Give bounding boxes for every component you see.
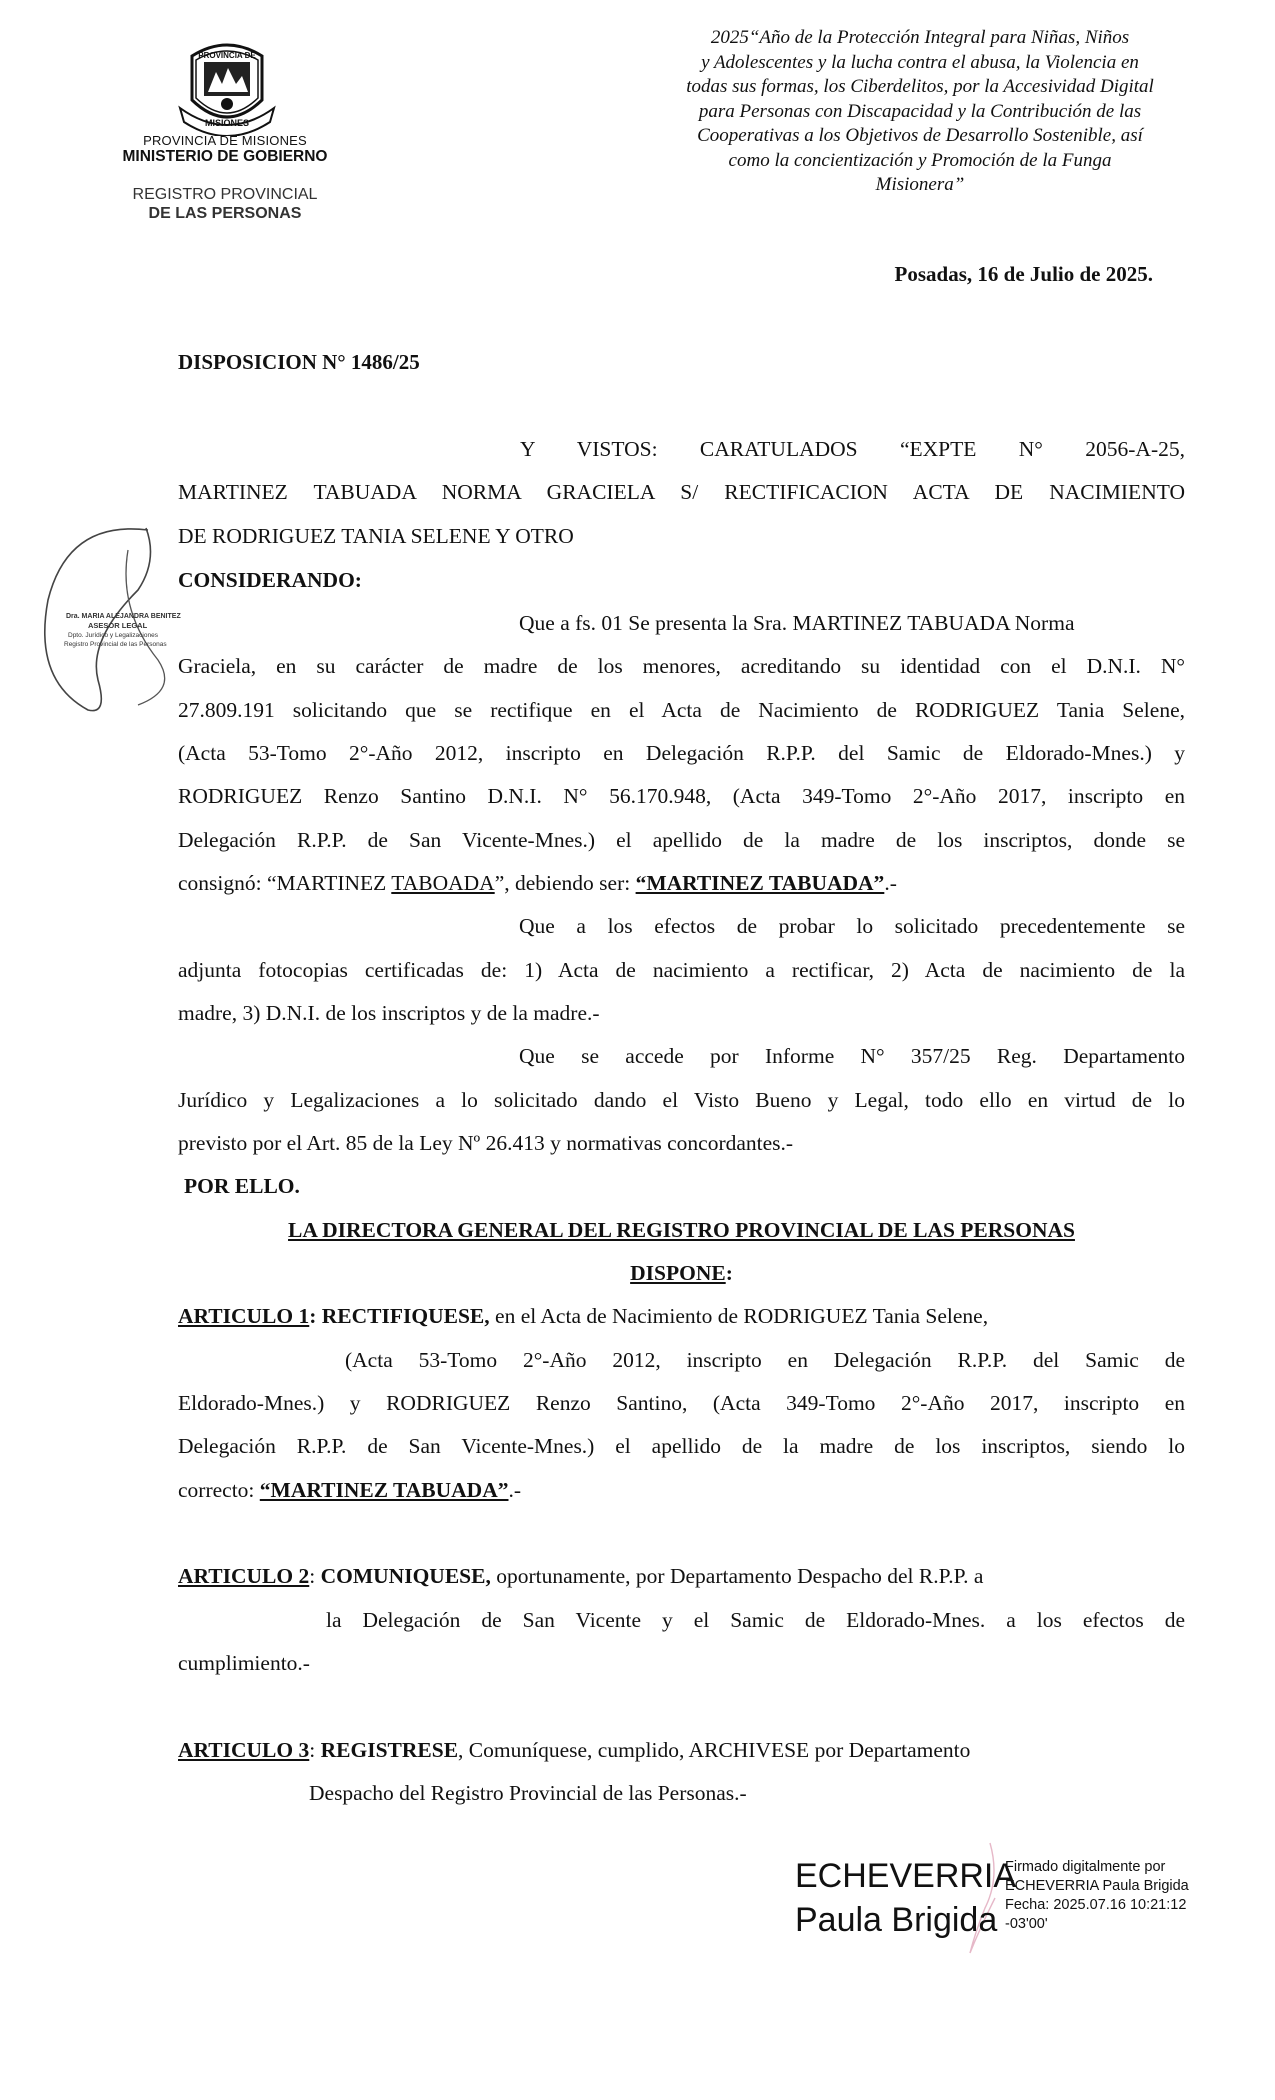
crest-text-bottom: MISIONES	[204, 118, 250, 128]
signature-info-line: Fecha: 2025.07.16 10:21:12	[1005, 1897, 1187, 1913]
signature-info-line: Firmado digitalmente por	[1005, 1859, 1166, 1875]
year-motto	[640, 26, 1200, 198]
articulo1-verb: : RECTIFIQUESE,	[309, 1304, 490, 1328]
crest-text-top: PROVINCIA DE	[198, 51, 256, 60]
considerando-p3-line: previsto por el Art. 85 de la Ley Nº 26.413 y normativas concordantes.-	[178, 1131, 794, 1155]
articulo3-text: , Comuníquese, cumplido, ARCHIVESE por Departamento	[458, 1738, 971, 1762]
registry-label-line2: DE LAS PERSONAS	[148, 205, 302, 222]
articulo1-line: Delegación R.P.P. de San Vicente-Mnes.) el apellido de la madre de los inscriptos, siendo lo	[178, 1434, 1185, 1458]
articulo3-colon: :	[309, 1738, 321, 1762]
considerando-p3-line: Que se accede por Informe N° 357/25 Reg. Departamento	[519, 1044, 1185, 1068]
signature-details	[1005, 1858, 1189, 1934]
articulo2-label: ARTICULO 2	[178, 1564, 310, 1588]
considerando-p1-line: (Acta 53-Tomo 2°-Año 2012, inscripto en Delegación R.P.P. del Samic de Eldorado-Mnes.) y	[178, 741, 1185, 765]
articulo1-line: (Acta 53-Tomo 2°-Año 2012, inscripto en Delegación R.P.P. del Samic de	[345, 1348, 1185, 1372]
registry-label-line1: REGISTRO PROVINCIAL	[132, 186, 318, 203]
signature-info-line: -03'00'	[1005, 1916, 1048, 1932]
articulo3-line1	[178, 1736, 970, 1764]
considerando-p1-line: Graciela, en su carácter de madre de los menores, acreditando su identidad con el D.N.I. N°	[178, 654, 1185, 678]
articulo3-label: ARTICULO 3	[178, 1738, 310, 1762]
articulo2-line3: cumplimiento.-	[178, 1651, 310, 1675]
articulo2-colon: :	[309, 1564, 321, 1588]
vistos-line1: Y VISTOS: CARATULADOS “EXPTE N° 2056-A-25,	[520, 437, 1185, 461]
articulo1-last-line	[178, 1476, 521, 1504]
dispone-word: DISPONE	[630, 1261, 726, 1285]
articulo2-line2: la Delegación de San Vicente y el Samic de Eldorado-Mnes. a los efectos de	[326, 1608, 1185, 1632]
por-ello: POR ELLO.	[184, 1174, 300, 1198]
text: .-	[884, 871, 897, 895]
articulo2-text: oportunamente, por Departamento Despacho del R.P.P. a	[490, 1564, 984, 1588]
dispone-heading	[178, 1259, 1185, 1287]
stamp-line3: Dpto. Jurídico y Legalizaciones	[68, 632, 158, 639]
considerando-p3-line: Jurídico y Legalizaciones a lo solicitado dando el Visto Bueno y Legal, todo ello en virtud de lo	[178, 1088, 1185, 1112]
text: correcto:	[178, 1478, 260, 1502]
articulo2-verb: COMUNIQUESE,	[320, 1564, 491, 1588]
correct-surname: “MARTINEZ TABUADA”	[259, 1478, 509, 1502]
province-label: PROVINCIA DE MISIONES	[143, 133, 307, 148]
province-crest-icon	[172, 38, 282, 136]
considerando-p1-last-line	[178, 869, 897, 897]
signer-surname: ECHEVERRIA	[795, 1857, 1017, 1895]
motto-line: como la concientización y Promoción de la Funga	[728, 149, 1112, 171]
document-date: Posadas, 16 de Julio de 2025.	[894, 262, 1153, 286]
considerando-p1-line: 27.809.191 solicitando que se rectifique en el Acta de Nacimiento de RODRIGUEZ Tania Selene,	[178, 698, 1185, 722]
articulo1-text: en el Acta de Nacimiento de RODRIGUEZ Tania Selene,	[489, 1304, 989, 1328]
text: .-	[508, 1478, 522, 1502]
stamp-line1: Dra. MARIA ALEJANDRA BENITEZ	[66, 613, 181, 620]
articulo3-verb: REGISTRESE	[320, 1738, 459, 1762]
considerando-p2-line: Que a los efectos de probar lo solicitado precedentemente se	[519, 914, 1185, 938]
articulo3-line2: Despacho del Registro Provincial de las Personas.-	[309, 1781, 747, 1805]
considerando-p1-line: Delegación R.P.P. de San Vicente-Mnes.) el apellido de la madre de los inscriptos, donde se	[178, 828, 1185, 852]
articulo1-line1	[178, 1302, 988, 1330]
vistos-line3: DE RODRIGUEZ TANIA SELENE Y OTRO	[178, 524, 574, 548]
ministry-label: MINISTERIO DE GOBIERNO	[122, 148, 328, 165]
articulo1-line: Eldorado-Mnes.) y RODRIGUEZ Renzo Santino, (Acta 349-Tomo 2°-Año 2017, inscripto en	[178, 1391, 1185, 1415]
articulo1-label: ARTICULO 1	[178, 1304, 310, 1328]
wrong-surname: TABOADA	[391, 871, 495, 895]
vistos-line2: MARTINEZ TABUADA NORMA GRACIELA S/ RECTIFICACION ACTA DE NACIMIENTO	[178, 480, 1185, 504]
stamp-line2: ASESOR LEGAL	[88, 621, 148, 630]
considerando-heading: CONSIDERANDO:	[178, 568, 362, 592]
motto-line: Misionera”	[875, 174, 965, 195]
motto-line: Cooperativas a los Objetivos de Desarrollo Sostenible, así	[697, 125, 1143, 146]
text: consignó: “MARTINEZ	[178, 871, 392, 895]
considerando-p2-line: adjunta fotocopias certificadas de: 1) Acta de nacimiento a rectificar, 2) Acta de nacimiento de la	[178, 958, 1185, 982]
stamp-line4: Registro Provincial de las Personas	[64, 641, 167, 648]
signer-name	[795, 1854, 1016, 1942]
motto-line: todas sus formas, los Ciberdelitos, por la Accesividad Digital	[686, 76, 1154, 97]
directora-heading: LA DIRECTORA GENERAL DEL REGISTRO PROVINCIAL DE LAS PERSONAS	[288, 1218, 1075, 1242]
considerando-p1-line: Que a fs. 01 Se presenta la Sra. MARTINEZ TABUADA Norma	[519, 611, 1075, 635]
signature-info-line: ECHEVERRIA Paula Brigida	[1005, 1878, 1189, 1894]
articulo2-line1	[178, 1562, 983, 1590]
correct-surname: “MARTINEZ TABUADA”	[635, 871, 885, 895]
digital-signature	[795, 1838, 1235, 1958]
dispone-colon: :	[725, 1261, 733, 1285]
considerando-p2-line: madre, 3) D.N.I. de los inscriptos y de la madre.-	[178, 1001, 600, 1025]
disposition-number: DISPOSICION N° 1486/25	[178, 350, 420, 374]
motto-line: 2025“Año de la Protección Integral para Niñas, Niños	[710, 27, 1130, 48]
considerando-p1-line: RODRIGUEZ Renzo Santino D.N.I. N° 56.170.948, (Acta 349-Tomo 2°-Año 2017, inscripto en	[178, 784, 1185, 808]
text: ”, debiendo ser:	[494, 871, 636, 895]
motto-line: para Personas con Discapacidad y la Contribución de las	[698, 100, 1142, 122]
signer-given-names: Paula Brigida	[795, 1901, 998, 1939]
motto-line: y Adolescentes y la lucha contra el abusa, la Violencia en	[701, 51, 1139, 73]
